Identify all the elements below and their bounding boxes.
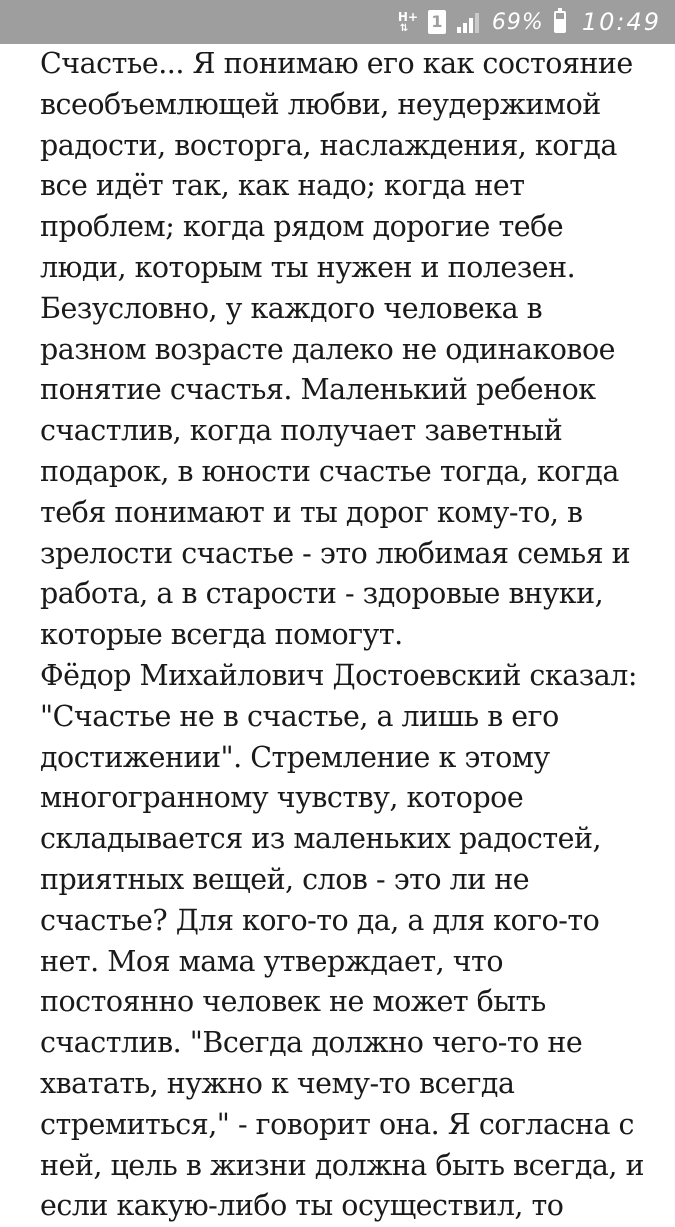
text-line: постоянно человек не может быть [40,985,546,1019]
text-line: Фёдор Михайлович Достоевский сказал: [40,658,637,692]
text-line: нет. Моя мама утверждает, что [40,944,503,978]
article-text [40,44,650,1227]
battery-fill [556,19,564,31]
text-line: зрелости счастье - это любимая семья и [40,536,631,570]
text-line: понятие счастья. Маленький ребенок [40,373,596,407]
text-line: всеобъемлющей любви, неудержимой [40,87,601,121]
text-line: радости, восторга, наслаждения, когда [40,128,617,162]
text-line: которые всегда помогут. [40,618,403,652]
text-line: все идёт так, как надо; когда нет [40,169,525,203]
text-line: тебя понимают и ты дорог кому-то, в [40,495,583,529]
text-line: Безусловно, у каждого человека в [40,291,543,325]
network-type-label: H+ [397,10,419,24]
article-content [40,44,650,1223]
text-line: хватать, нужно к чему-то всегда [40,1066,515,1100]
status-bar [0,0,675,44]
text-line: складывается из маленьких радостей, [40,822,602,856]
text-line: счастлив. "Всегда должно чего-то не [40,1026,583,1060]
text-line: подарок, в юности счастье тогда, когда [40,454,619,488]
sim-card-icon: 1 [428,10,446,34]
text-line: разном возрасте далеко не одинаковое [40,332,615,366]
data-arrows-icon: ⇅ [399,23,409,34]
clock: 10:49 [581,8,661,36]
text-line: счастлив, когда получает заветный [40,414,563,448]
text-line: многогранному чувству, которое [40,781,524,815]
text-line: ней, цель в жизни должна быть всегда, и [40,1148,644,1182]
text-line: если какую-либо ты осуществил, то [40,1189,564,1223]
text-line: приятных вещей, слов - это ли не [40,862,530,896]
status-icons [396,0,661,44]
text-line: люди, которым ты нужен и полезен. [40,250,576,284]
text-line: достижении". Стремление к этому [40,740,550,774]
text-line: работа, а в старости - здоровые внуки, [40,577,604,611]
text-line: проблем; когда рядом дорогие тебе [40,210,564,244]
battery-percent: 69% [491,9,544,35]
text-line: счастье? Для кого-то да, а для кого-то [40,903,600,937]
text-line: "Счастье не в счастье, а лишь в его [40,699,559,733]
signal-strength-icon [456,10,482,34]
text-line: Счастье... Я понимаю его как состояние [40,47,633,80]
text-line: стремиться," - говорит она. Я согласна с [40,1107,634,1141]
network-hplus-icon [396,9,418,35]
battery-icon [554,11,566,33]
